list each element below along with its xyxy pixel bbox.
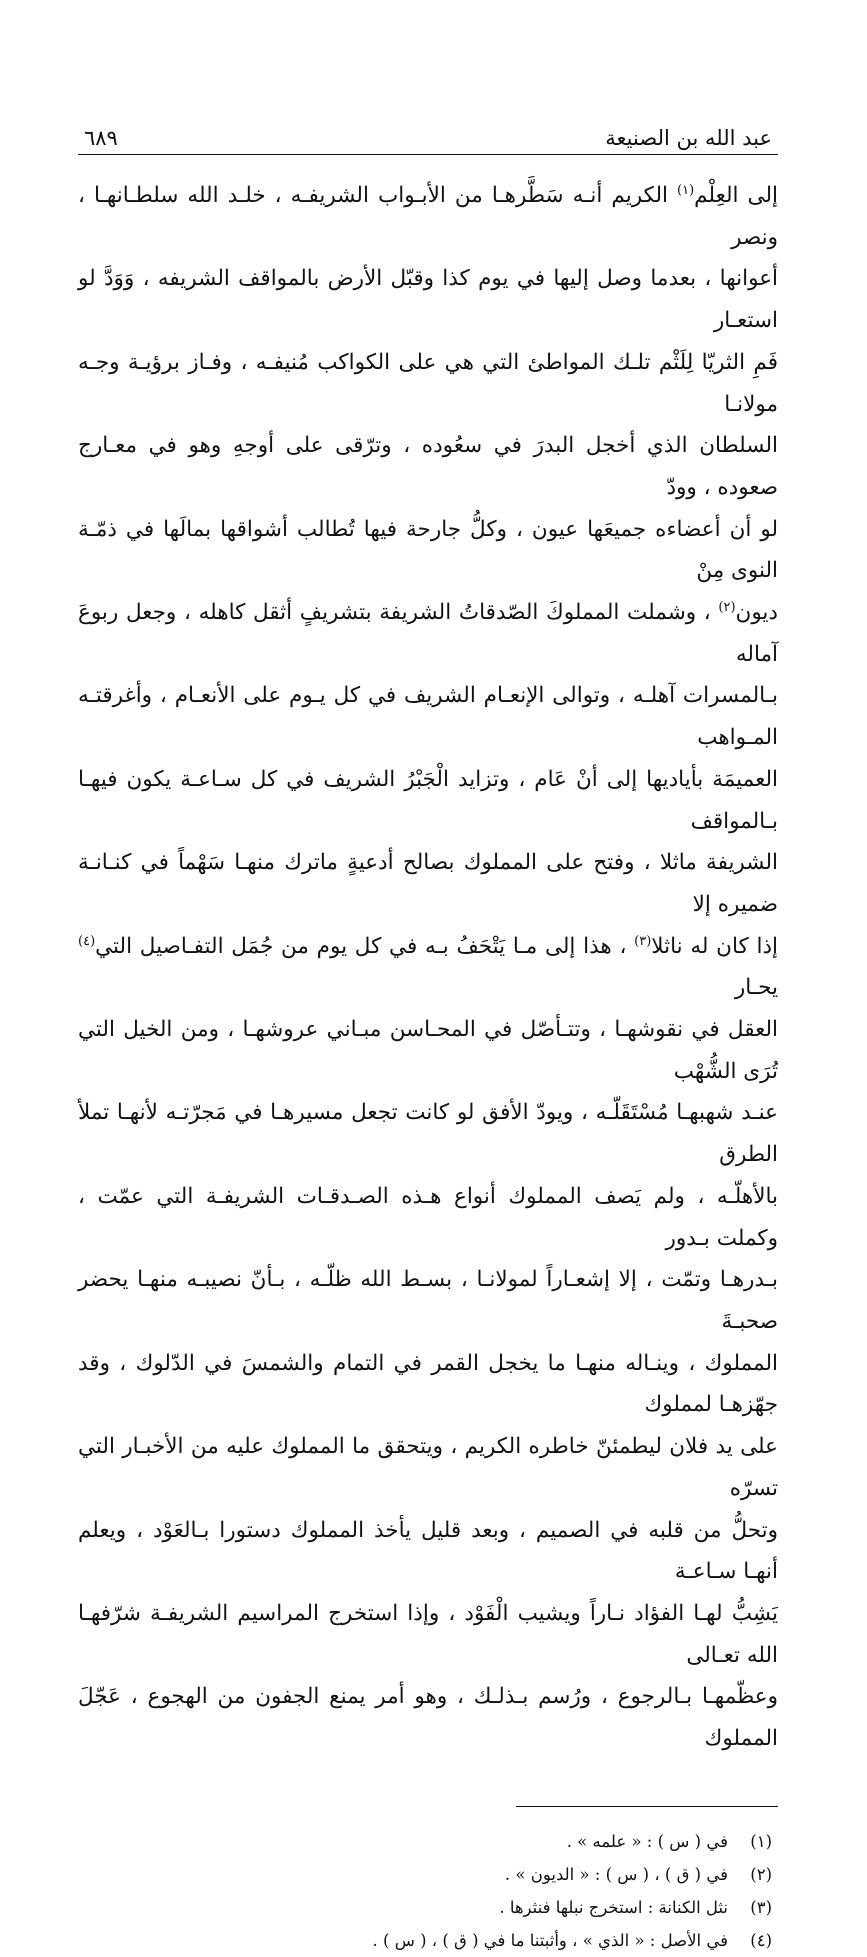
text-line — [78, 842, 778, 925]
text-line — [78, 675, 778, 758]
text-segment: ، وشملت المملوكَ الصّدقاتُ الشريفة بتشريفٍ أثقل كاهله ، وجعل ربوعَ آماله — [78, 600, 778, 667]
text-line — [78, 1343, 778, 1426]
footnote-text: نثل الكنانة : استخرج نبلها فنثرها . — [499, 1897, 728, 1917]
text-segment: ، هذا إلى مـا يَتْحَفُ بـه في كل يوم من جُمَل التفـاصيل التي — [95, 933, 635, 959]
text-segment: بـالمسرات آهلـه ، وتوالى الإنعـام الشريف في كل يـوم على الأنعـام ، وأغرقتـه المـواهب — [78, 683, 778, 751]
text-segment: لو أن أعضاءه جميعَها عيون ، وكلُّ جارحة فيها تُطالب أشواقها بمالَها في ذمّـة النوى مِنْ — [78, 516, 778, 584]
text-line — [78, 592, 778, 675]
text-segment: إذا كان له ناثلا — [651, 933, 779, 959]
footnote — [78, 1858, 778, 1891]
footnote-number: (٣) — [750, 1897, 772, 1917]
footnote-reference[interactable]: (٢) — [718, 599, 736, 615]
text-segment: العميمَة بأياديها إلى أنْ عَام ، وتزايد الْجَبْرُ الشريف في كل سـاعـة يكون فيهـا بـالمواقف — [78, 766, 778, 834]
text-line — [78, 926, 778, 1009]
footnote-number: (٢) — [750, 1864, 772, 1884]
main-text — [78, 175, 778, 1760]
text-line — [78, 1009, 778, 1092]
text-segment: يَشِبُّ لهـا الفؤاد نـاراً ويشيب الْفَوْد ، وإذا استخرج المراسيم الشريفـة شرّفهـا الله تعـالى — [78, 1600, 778, 1668]
footnote-reference[interactable]: (٣) — [634, 933, 652, 949]
text-segment: فَمِ الثريّا لِلَثْم تلـك المواطئ التي هي على الكواكب مُنيفـه ، وفـاز برؤيـة وجـه مولانـا — [78, 349, 778, 417]
text-segment: وتحلُّ من قلبه في الصميم ، وبعد قليل يأخذ المملوك دستورا بـالعَوْد ، ويعلم أنهـا سـاعـة — [78, 1517, 778, 1585]
text-line — [78, 759, 778, 842]
footnote-reference[interactable]: (١) — [677, 182, 695, 198]
text-segment: ديون — [735, 600, 778, 626]
text-segment: بـدرهـا وتمّت ، إلا إشعـاراً لمولانـا ، بسـط الله ظلّـه ، بـأنّ نصيبـه منهـا يحضر صحبـةَ — [78, 1267, 778, 1334]
text-line — [78, 1092, 778, 1175]
text-line — [78, 1259, 778, 1342]
footnote-text: في الأصل : « الذي » ، وأثبتنا ما في ( ق ) ، ( س ) . — [372, 1930, 728, 1950]
running-head — [78, 110, 778, 150]
footnote-rule — [516, 1806, 778, 1807]
text-segment: إلى العِلْم — [694, 183, 778, 208]
book-page — [78, 110, 779, 1950]
text-line — [78, 342, 778, 425]
footnote-text: في ( ق ) ، ( س ) : « الديون » . — [504, 1864, 728, 1884]
text-line — [78, 1176, 778, 1259]
text-segment: وعظّمهـا بـالرجوع ، ورُسم بـذلـك ، وهو أمر يمنع الجفون من الهجوع ، عَجّلَ المملوك — [78, 1684, 778, 1752]
text-segment: الكريم أنـه سَطَّرهـا من الأبـواب الشريفـه ، خلـد الله سلطـانهـا ، ونصر — [78, 183, 778, 250]
footnote — [78, 1891, 778, 1924]
text-segment: الشريفة ماثلا ، وفتح على المملوك بصالح أدعيةٍ ماترك منهـا سَهْماً في كنـانـة ضميره إلا — [78, 850, 778, 917]
text-line — [78, 1510, 778, 1593]
text-segment: يحـار — [734, 975, 778, 1001]
text-line — [78, 175, 778, 258]
text-segment: السلطان الذي أخجل البدرَ في سعُوده ، وترّقى على أوجهِ وهو في معـارج صعوده ، وودّ — [78, 433, 778, 500]
text-segment: المملوك ، وينـاله منهـا ما يخجل القمر في التمام والشمسَ في الدّلوك ، وقد جهّزهـا لمملوك — [78, 1350, 778, 1418]
footnote-reference[interactable]: (٤) — [78, 933, 96, 949]
page-number: ٦٨٩ — [84, 126, 118, 150]
text-line — [78, 1426, 778, 1509]
footnote — [78, 1825, 778, 1858]
text-segment: عنـد شهبهـا مُسْتَقَلّـه ، ويودّ الأفق لو كانت تجعل مسيرهـا في مَجرّتـه لأنهـا تملأ الطرق — [78, 1100, 778, 1168]
footnote-text: في ( س ) : « علمه » . — [566, 1831, 728, 1851]
footnote-number: (٤) — [750, 1930, 772, 1950]
text-segment: العقل في نقوشهـا ، وتتـأصّل في المحـاسن مبـاني عروشهـا ، ومن الخيل التي تُرَى الشُّهْب — [78, 1017, 778, 1084]
footnote-number: (١) — [750, 1831, 772, 1851]
text-line — [78, 509, 778, 592]
running-title: عبد الله بن الصنيعة — [605, 126, 772, 150]
text-line — [78, 258, 778, 341]
text-segment: أعوانها ، بعدما وصل إليها في يوم كذا وقبّل الأرض بالمواقف الشريفه ، وَوَدَّ لو استعـار — [78, 266, 778, 334]
header-rule — [78, 154, 778, 155]
text-segment: على يد فلان ليطمئنّ خاطره الكريم ، ويتحقق ما المملوك عليه من الأخبـار التي تسرّه — [78, 1434, 778, 1501]
footnotes — [78, 1825, 778, 1957]
text-line — [78, 1676, 778, 1759]
text-segment: بالأهلّـه ، ولم يَصف المملوك أنواع هـذه الصـدقـات الشريفـة التي عمّت ، وكملت بـدور — [78, 1183, 778, 1251]
footnote — [78, 1924, 778, 1957]
text-line — [78, 1593, 778, 1676]
text-line — [78, 425, 778, 508]
